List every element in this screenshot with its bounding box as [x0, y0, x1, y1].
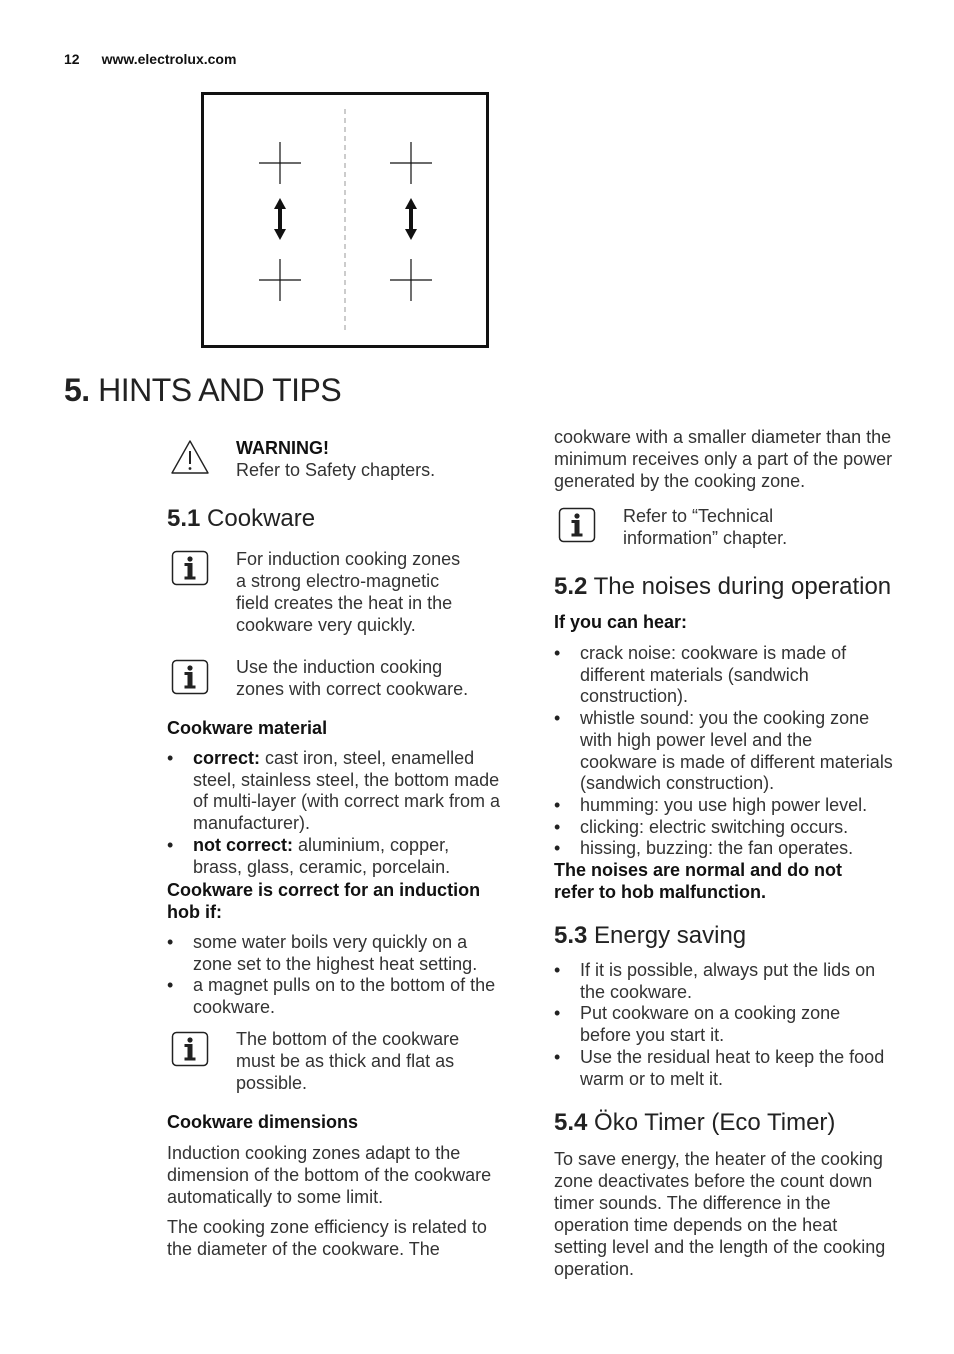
hob-zones-diagram-svg	[204, 95, 486, 345]
list-item: • correct: cast iron, steel, enamelled steel, stainless steel, the bottom made of multi-layer (with correct mark from a manufacturer).	[167, 748, 522, 835]
info-bottom-thickness: The bottom of the cookware must be as thick and flat as possible.	[236, 1029, 460, 1093]
dimensions-paragraph-continued: cookware with a smaller diameter than the minimum receives only a part of the power generated by the cooking zone.	[554, 427, 893, 491]
page-header	[64, 51, 236, 67]
page-number: 12	[64, 51, 80, 67]
info-induction-field: For induction cooking zones a strong electro-magnetic field creates the heat in the cookware very quickly.	[236, 549, 461, 635]
hob-zones-diagram	[201, 92, 489, 348]
info-icon	[171, 550, 209, 586]
section-5-2-heading	[554, 573, 891, 601]
section-5-1-heading	[167, 505, 315, 533]
correct-for-induction-heading: Cookware is correct for an induction hob if:	[167, 880, 481, 922]
chapter-title	[64, 372, 341, 409]
dimensions-paragraph-1: Induction cooking zones adapt to the dimension of the bottom of the cookware automatically to some limit.	[167, 1143, 492, 1207]
info-technical-reference: Refer to “Technical information” chapter.	[623, 506, 788, 548]
list-item: • whistle sound: you the cooking zone with high power level and the cookware is made of different materials (sandwich construction).	[554, 708, 914, 795]
website-url: www.electrolux.com	[101, 51, 237, 67]
eco-timer-paragraph: To save energy, the heater of the cooking zone deactivates before the count down timer sounds. The difference in the operation time depends on the heat setting level and the length of the cooking operation.	[554, 1149, 886, 1279]
list-item: • If it is possible, always put the lids on the cookware.	[554, 960, 914, 1003]
section-5-1-number: 5.1	[167, 505, 201, 532]
cookware-material-list	[167, 748, 522, 878]
cookware-material-heading: Cookware material	[167, 718, 328, 738]
list-item: • hissing, buzzing: the fan operates.	[554, 838, 914, 860]
section-5-3-number: 5.3	[554, 922, 588, 949]
list-item: • humming: you use high power level.	[554, 795, 914, 817]
list-item: • clicking: electric switching occurs.	[554, 817, 914, 839]
section-5-3-heading	[554, 922, 746, 950]
list-item: • Put cookware on a cooking zone before you start it.	[554, 1003, 914, 1046]
dimensions-paragraph-2: The cooking zone efficiency is related to the diameter of the cookware. The	[167, 1217, 487, 1259]
correct-criteria-list	[167, 932, 522, 1019]
list-item: • not correct: aluminium, copper, brass, glass, ceramic, porcelain.	[167, 835, 522, 878]
list-item: • some water boils very quickly on a zone set to the highest heat setting.	[167, 932, 522, 975]
section-5-2-title: The noises during operation	[593, 573, 892, 600]
info-icon	[171, 659, 209, 695]
chapter-title-text: HINTS AND TIPS	[98, 372, 342, 408]
section-5-1-title: Cookware	[207, 505, 316, 532]
if-you-can-hear-heading: If you can hear:	[554, 612, 688, 632]
noises-list	[554, 643, 914, 860]
left-double-arrow-icon	[274, 198, 286, 240]
cookware-dimensions-heading: Cookware dimensions	[167, 1112, 359, 1132]
noises-normal-note: The noises are normal and do not refer to hob malfunction.	[554, 860, 843, 902]
list-item: • a magnet pulls on to the bottom of the cookware.	[167, 975, 522, 1018]
chapter-number: 5.	[64, 372, 90, 408]
warning-icon	[170, 439, 210, 475]
warning-text: Refer to Safety chapters.	[236, 460, 436, 480]
section-5-4-heading	[554, 1109, 835, 1137]
list-item: • Use the residual heat to keep the food warm or to melt it.	[554, 1047, 914, 1090]
section-5-4-number: 5.4	[554, 1109, 588, 1136]
list-item: • crack noise: cookware is made of different materials (sandwich construction).	[554, 643, 914, 708]
energy-saving-list	[554, 960, 914, 1090]
info-icon	[558, 507, 596, 543]
section-5-4-title: Öko Timer (Eco Timer)	[594, 1109, 836, 1136]
section-5-3-title: Energy saving	[594, 922, 747, 949]
info-correct-cookware: Use the induction cooking zones with correct cookware.	[236, 657, 469, 699]
section-5-2-number: 5.2	[554, 573, 588, 600]
info-icon	[171, 1031, 209, 1067]
warning-title: WARNING!	[236, 438, 329, 458]
right-double-arrow-icon	[405, 198, 417, 240]
